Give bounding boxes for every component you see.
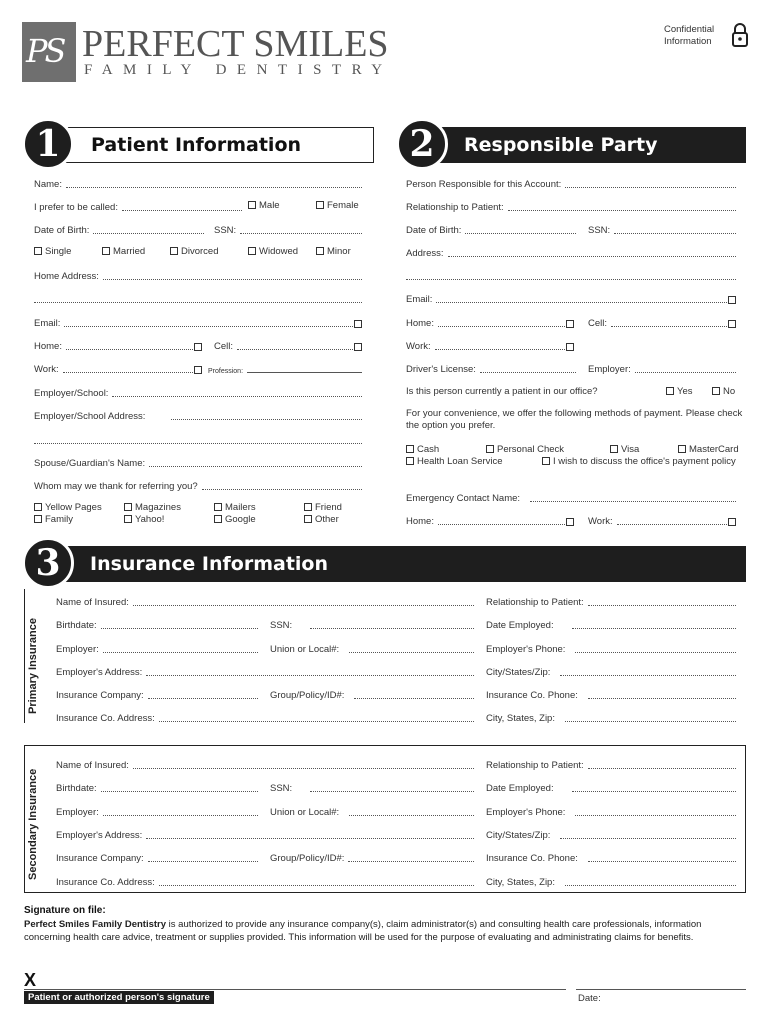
- rp-employer-field[interactable]: [588, 362, 736, 375]
- secondary-ins-address-field[interactable]: [56, 875, 474, 888]
- primary-date-employed-field[interactable]: [486, 618, 736, 631]
- secondary-date-employed-label: Date Employed:: [486, 783, 554, 794]
- visa-checkbox[interactable]: [610, 444, 639, 455]
- female-label: Female: [327, 200, 359, 211]
- emergency-work-label: Work:: [588, 516, 613, 527]
- prefer-name-field[interactable]: [34, 200, 242, 213]
- secondary-name-insured-label: Name of Insured:: [56, 760, 129, 771]
- secondary-insurance-company-label: Insurance Company:: [56, 853, 144, 864]
- home-address-field[interactable]: [34, 269, 362, 282]
- yellow-pages-checkbox[interactable]: [34, 502, 102, 513]
- secondary-union-label: Union or Local#:: [270, 807, 340, 818]
- female-checkbox[interactable]: [316, 200, 359, 211]
- current-patient-question: Is this person currently a patient in our office?: [406, 386, 598, 397]
- prefer-name-label: I prefer to be called:: [34, 202, 118, 213]
- secondary-employer-phone-label: Employer's Phone:: [486, 807, 566, 818]
- primary-name-insured-field[interactable]: [56, 595, 474, 608]
- home-address-label: Home Address:: [34, 271, 99, 282]
- family-label: Family: [45, 514, 73, 525]
- no-label: No: [723, 386, 736, 397]
- patient-name-field[interactable]: [34, 177, 362, 190]
- referral-field[interactable]: [34, 479, 362, 492]
- mailers-checkbox[interactable]: [214, 502, 256, 513]
- authorization-body: is authorized to provide any insurance company(s), claim administrator(s) and consulting health care professionals, information concerning health care advice, treatment or supplies provided. This information will be used for the purpose of evaluating and administrating claims for benefits.: [24, 919, 702, 943]
- rp-ssn-label: SSN:: [588, 225, 611, 236]
- logo: [22, 22, 76, 82]
- primary-city-state-zip2-field[interactable]: [486, 711, 736, 724]
- signature-label: Patient or authorized person's signature: [24, 991, 214, 1004]
- secondary-city-state-zip2-field[interactable]: [486, 875, 736, 888]
- health-loan-checkbox[interactable]: [406, 456, 503, 467]
- primary-insurance-box: [24, 589, 25, 723]
- patient-work-phone-field[interactable]: [34, 362, 202, 375]
- primary-ins-phone-field[interactable]: [486, 688, 736, 701]
- personal-check-checkbox[interactable]: [486, 444, 564, 455]
- section2-number: 2: [396, 118, 448, 170]
- yes-checkbox[interactable]: [666, 386, 693, 397]
- secondary-relationship-field[interactable]: [486, 758, 736, 771]
- patient-ssn-label: SSN:: [214, 225, 237, 236]
- secondary-employer-field[interactable]: [56, 805, 258, 818]
- spouse-guardian-field[interactable]: [34, 456, 362, 469]
- rp-cell-label: Cell:: [588, 318, 608, 329]
- section2-header: [406, 127, 746, 163]
- section1-title: Patient Information: [91, 134, 302, 156]
- primary-date-employed-label: Date Employed:: [486, 620, 554, 631]
- confidential-label: [664, 24, 714, 48]
- primary-employer-field[interactable]: [56, 642, 258, 655]
- rp-relationship-field[interactable]: [406, 200, 736, 213]
- referral-label: Whom may we thank for referring you?: [34, 481, 198, 492]
- employer-school-address-label: Employer/School Address:: [34, 411, 146, 422]
- lock-icon: [731, 22, 749, 51]
- secondary-employer-address-field[interactable]: [56, 828, 474, 841]
- secondary-union-field[interactable]: [270, 805, 474, 818]
- practice-name: Perfect Smiles Family Dentistry: [24, 919, 167, 930]
- payment-note: For your convenience, we offer the following methods of payment. Please check the option you prefer.: [406, 408, 743, 431]
- primary-ins-address-label: Insurance Co. Address:: [56, 713, 155, 724]
- widowed-checkbox[interactable]: [248, 246, 298, 257]
- primary-insurance-label: Primary Insurance: [27, 618, 39, 714]
- male-label: Male: [259, 200, 280, 211]
- patient-dob-label: Date of Birth:: [34, 225, 90, 236]
- secondary-birthdate-field[interactable]: [56, 781, 258, 794]
- friend-checkbox[interactable]: [304, 502, 342, 513]
- primary-birthdate-field[interactable]: [56, 618, 258, 631]
- rp-address-field[interactable]: [406, 246, 736, 259]
- patient-name-label: Name:: [34, 179, 62, 190]
- rp-dob-label: Date of Birth:: [406, 225, 462, 236]
- secondary-date-employed-field[interactable]: [486, 781, 736, 794]
- confidential-line2: Information: [664, 36, 712, 47]
- mastercard-label: MasterCard: [689, 444, 739, 455]
- date-label: Date:: [578, 993, 601, 1004]
- home-address-line2[interactable]: [34, 292, 362, 305]
- patient-dob-field[interactable]: [34, 223, 204, 236]
- emergency-home-field[interactable]: [406, 514, 574, 527]
- drivers-license-label: Driver's License:: [406, 364, 476, 375]
- rp-ssn-field[interactable]: [588, 223, 736, 236]
- rp-address-label: Address:: [406, 248, 444, 259]
- other-checkbox[interactable]: [304, 514, 339, 525]
- drivers-license-field[interactable]: [406, 362, 576, 375]
- primary-union-field[interactable]: [270, 642, 474, 655]
- section1-header: [36, 127, 374, 163]
- rp-dob-field[interactable]: [406, 223, 576, 236]
- secondary-birthdate-label: Birthdate:: [56, 783, 97, 794]
- secondary-city-state-zip2-label: City, States, Zip:: [486, 877, 555, 888]
- family-checkbox[interactable]: [34, 514, 73, 525]
- mailers-label: Mailers: [225, 502, 256, 513]
- secondary-ins-phone-label: Insurance Co. Phone:: [486, 853, 578, 864]
- married-label: Married: [113, 246, 146, 257]
- primary-insurance-company-label: Insurance Company:: [56, 690, 144, 701]
- primary-group-policy-label: Group/Policy/ID#:: [270, 690, 345, 701]
- logo-initials: PS: [26, 32, 64, 70]
- emergency-home-label: Home:: [406, 516, 434, 527]
- secondary-employer-address-label: Employer's Address:: [56, 830, 143, 841]
- patient-cell-field[interactable]: [214, 339, 362, 352]
- section1-number: 1: [22, 118, 74, 170]
- primary-ins-address-field[interactable]: [56, 711, 474, 724]
- discuss-policy-label: I wish to discuss the office's payment policy: [553, 456, 736, 467]
- employer-school-address-field[interactable]: [34, 409, 362, 422]
- rp-work-label: Work:: [406, 341, 431, 352]
- emergency-contact-label: Emergency Contact Name:: [406, 493, 521, 504]
- yahoo-checkbox[interactable]: [124, 514, 164, 525]
- rp-home-label: Home:: [406, 318, 434, 329]
- secondary-ins-address-label: Insurance Co. Address:: [56, 877, 155, 888]
- section2-title: Responsible Party: [464, 134, 658, 156]
- person-responsible-label: Person Responsible for this Account:: [406, 179, 562, 190]
- no-checkbox[interactable]: [712, 386, 735, 397]
- secondary-group-policy-field[interactable]: [270, 851, 474, 864]
- friend-label: Friend: [315, 502, 342, 513]
- profession-field[interactable]: [208, 362, 362, 375]
- emergency-work-field[interactable]: [588, 514, 736, 527]
- cash-checkbox[interactable]: [406, 444, 439, 455]
- patient-cell-label: Cell:: [214, 341, 234, 352]
- rp-email-field[interactable]: [406, 292, 736, 305]
- yes-label: Yes: [677, 386, 693, 397]
- yellow-pages-label: Yellow Pages: [45, 502, 102, 513]
- primary-relationship-label: Relationship to Patient:: [486, 597, 584, 608]
- primary-employer-phone-field[interactable]: [486, 642, 736, 655]
- employer-school-label: Employer/School:: [34, 388, 109, 399]
- section3-header: [36, 546, 746, 582]
- google-label: Google: [225, 514, 256, 525]
- date-line[interactable]: [576, 989, 746, 990]
- primary-birthdate-label: Birthdate:: [56, 620, 97, 631]
- personal-check-label: Personal Check: [497, 444, 565, 455]
- primary-city-state-zip2-label: City, States, Zip:: [486, 713, 555, 724]
- rp-employer-label: Employer:: [588, 364, 631, 375]
- male-checkbox[interactable]: [248, 200, 280, 211]
- primary-city-state-zip-field[interactable]: [486, 665, 736, 678]
- secondary-name-insured-field[interactable]: [56, 758, 474, 771]
- emergency-contact-field[interactable]: [406, 491, 736, 504]
- brand-subtitle: FAMILY DENTISTRY: [84, 62, 393, 78]
- rp-address-line2[interactable]: [406, 269, 736, 282]
- rp-relationship-label: Relationship to Patient:: [406, 202, 504, 213]
- patient-home-phone-field[interactable]: [34, 339, 202, 352]
- primary-ssn-field[interactable]: [270, 618, 474, 631]
- rp-home-field[interactable]: [406, 316, 574, 329]
- cash-label: Cash: [417, 444, 440, 455]
- rp-cell-field[interactable]: [588, 316, 736, 329]
- primary-employer-address-field[interactable]: [56, 665, 474, 678]
- widowed-label: Widowed: [259, 246, 299, 257]
- patient-email-field[interactable]: [34, 316, 362, 329]
- primary-name-insured-label: Name of Insured:: [56, 597, 129, 608]
- married-checkbox[interactable]: [102, 246, 145, 257]
- section3-title: Insurance Information: [90, 553, 328, 575]
- magazines-label: Magazines: [135, 502, 181, 513]
- rp-email-label: Email:: [406, 294, 433, 305]
- other-label: Other: [315, 514, 339, 525]
- secondary-insurance-company-field[interactable]: [56, 851, 258, 864]
- patient-work-label: Work:: [34, 364, 59, 375]
- brand-name: PERFECT SMILES: [82, 23, 389, 65]
- primary-group-policy-field[interactable]: [270, 688, 474, 701]
- secondary-relationship-label: Relationship to Patient:: [486, 760, 584, 771]
- rp-work-field[interactable]: [406, 339, 574, 352]
- primary-city-state-zip-label: City/States/Zip:: [486, 667, 551, 678]
- patient-email-label: Email:: [34, 318, 61, 329]
- person-responsible-field[interactable]: [406, 177, 736, 190]
- single-label: Single: [45, 246, 72, 257]
- secondary-city-state-zip-field[interactable]: [486, 828, 736, 841]
- secondary-city-state-zip-label: City/States/Zip:: [486, 830, 551, 841]
- signature-line[interactable]: [24, 989, 566, 990]
- discuss-policy-checkbox[interactable]: [542, 456, 736, 467]
- secondary-employer-phone-field[interactable]: [486, 805, 736, 818]
- secondary-employer-label: Employer:: [56, 807, 99, 818]
- profession-label: Profession:: [208, 368, 244, 375]
- secondary-ssn-label: SSN:: [270, 783, 293, 794]
- magazines-checkbox[interactable]: [124, 502, 181, 513]
- primary-ins-phone-label: Insurance Co. Phone:: [486, 690, 578, 701]
- primary-union-label: Union or Local#:: [270, 644, 340, 655]
- primary-employer-phone-label: Employer's Phone:: [486, 644, 566, 655]
- mastercard-checkbox[interactable]: [678, 444, 739, 455]
- patient-ssn-field[interactable]: [214, 223, 362, 236]
- signature-heading: Signature on file:: [24, 905, 106, 916]
- signature-x-mark: X: [24, 970, 37, 990]
- divorced-label: Divorced: [181, 246, 219, 257]
- spouse-guardian-label: Spouse/Guardian's Name:: [34, 458, 146, 469]
- minor-checkbox[interactable]: [316, 246, 351, 257]
- secondary-group-policy-label: Group/Policy/ID#:: [270, 853, 345, 864]
- single-checkbox[interactable]: [34, 246, 71, 257]
- primary-relationship-field[interactable]: [486, 595, 736, 608]
- secondary-ssn-field[interactable]: [270, 781, 474, 794]
- secondary-insurance-label: Secondary Insurance: [27, 768, 39, 880]
- visa-label: Visa: [621, 444, 640, 455]
- health-loan-label: Health Loan Service: [417, 456, 503, 467]
- primary-employer-address-label: Employer's Address:: [56, 667, 143, 678]
- divorced-checkbox[interactable]: [170, 246, 219, 257]
- primary-insurance-company-field[interactable]: [56, 688, 258, 701]
- google-checkbox[interactable]: [214, 514, 256, 525]
- patient-home-label: Home:: [34, 341, 62, 352]
- section3-number: 3: [22, 537, 74, 589]
- primary-ssn-label: SSN:: [270, 620, 293, 631]
- yahoo-label: Yahoo!: [135, 514, 165, 525]
- employer-school-address-line2[interactable]: [34, 433, 362, 446]
- minor-label: Minor: [327, 246, 351, 257]
- confidential-line1: Confidential: [664, 24, 715, 35]
- secondary-ins-phone-field[interactable]: [486, 851, 736, 864]
- signature-authorization-text: [24, 918, 750, 944]
- primary-employer-label: Employer:: [56, 644, 99, 655]
- employer-school-field[interactable]: [34, 386, 362, 399]
